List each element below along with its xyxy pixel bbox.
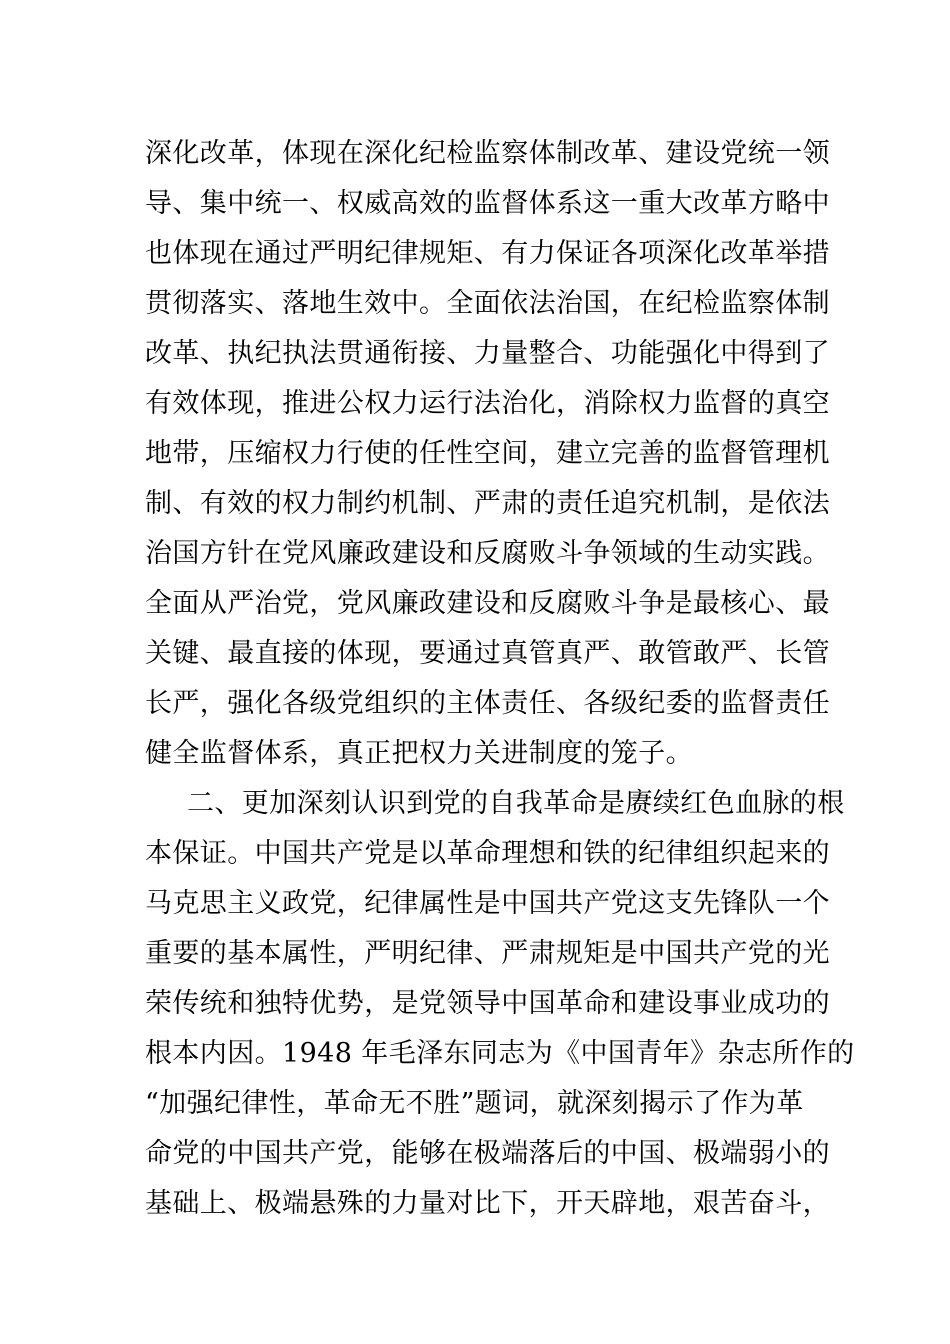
text-line: 荣传统和独特优势，是党领导中国革命和建设事业成功的	[145, 988, 830, 1019]
text-line: 命党的中国共产党，能够在极端落后的中国、极端弱小的	[145, 1138, 830, 1169]
text-line: 也体现在通过严明纪律规矩、有力保证各项深化改革举措	[145, 238, 830, 269]
text-line: 关键、最直接的体现，要通过真管真严、敢管敢严、长管	[145, 638, 830, 669]
text-line: 健全监督体系，真正把权力关进制度的笼子。	[145, 738, 693, 769]
text-line: 改革、执纪执法贯通衔接、力量整合、功能强化中得到了	[145, 338, 830, 369]
text-line: 贯彻落实、落地生效中。全面依法治国，在纪检监察体制	[145, 288, 830, 319]
text-line: 长严，强化各级党组织的主体责任、各级纪委的监督责任	[145, 688, 830, 719]
text-line: 马克思主义政党，纪律属性是中国共产党这支先锋队一个	[145, 888, 830, 919]
text-line: 基础上、极端悬殊的力量对比下，开天辟地，艰苦奋斗，	[145, 1188, 830, 1219]
text-line: 地带，压缩权力行使的任性空间，建立完善的监督管理机	[145, 438, 830, 469]
text-line: 导、集中统一、权威高效的监督体系这一重大改革方略中	[145, 188, 830, 219]
text-line: 有效体现，推进公权力运行法治化，消除权力监督的真空	[145, 388, 830, 419]
text-line: 根本内因。1948 年毛泽东同志为《中国青年》杂志所作的	[145, 1038, 855, 1069]
section-heading-line: 二、更加深刻认识到党的自我革命是赓续红色血脉的根	[187, 788, 845, 819]
text-line: 治国方针在党风廉政建设和反腐败斗争领域的生动实践。	[145, 538, 830, 569]
text-line: “加强纪律性，革命无不胜”题词，就深刻揭示了作为革	[145, 1088, 804, 1119]
text-line: 本保证。中国共产党是以革命理想和铁的纪律组织起来的	[145, 838, 830, 869]
text-line: 深化改革，体现在深化纪检监察体制改革、建设党统一领	[145, 138, 830, 169]
text-line: 重要的基本属性，严明纪律、严肃规矩是中国共产党的光	[145, 938, 830, 969]
text-line: 制、有效的权力制约机制、严肃的责任追究机制，是依法	[145, 488, 830, 519]
text-line: 全面从严治党，党风廉政建设和反腐败斗争是最核心、最	[145, 588, 830, 619]
